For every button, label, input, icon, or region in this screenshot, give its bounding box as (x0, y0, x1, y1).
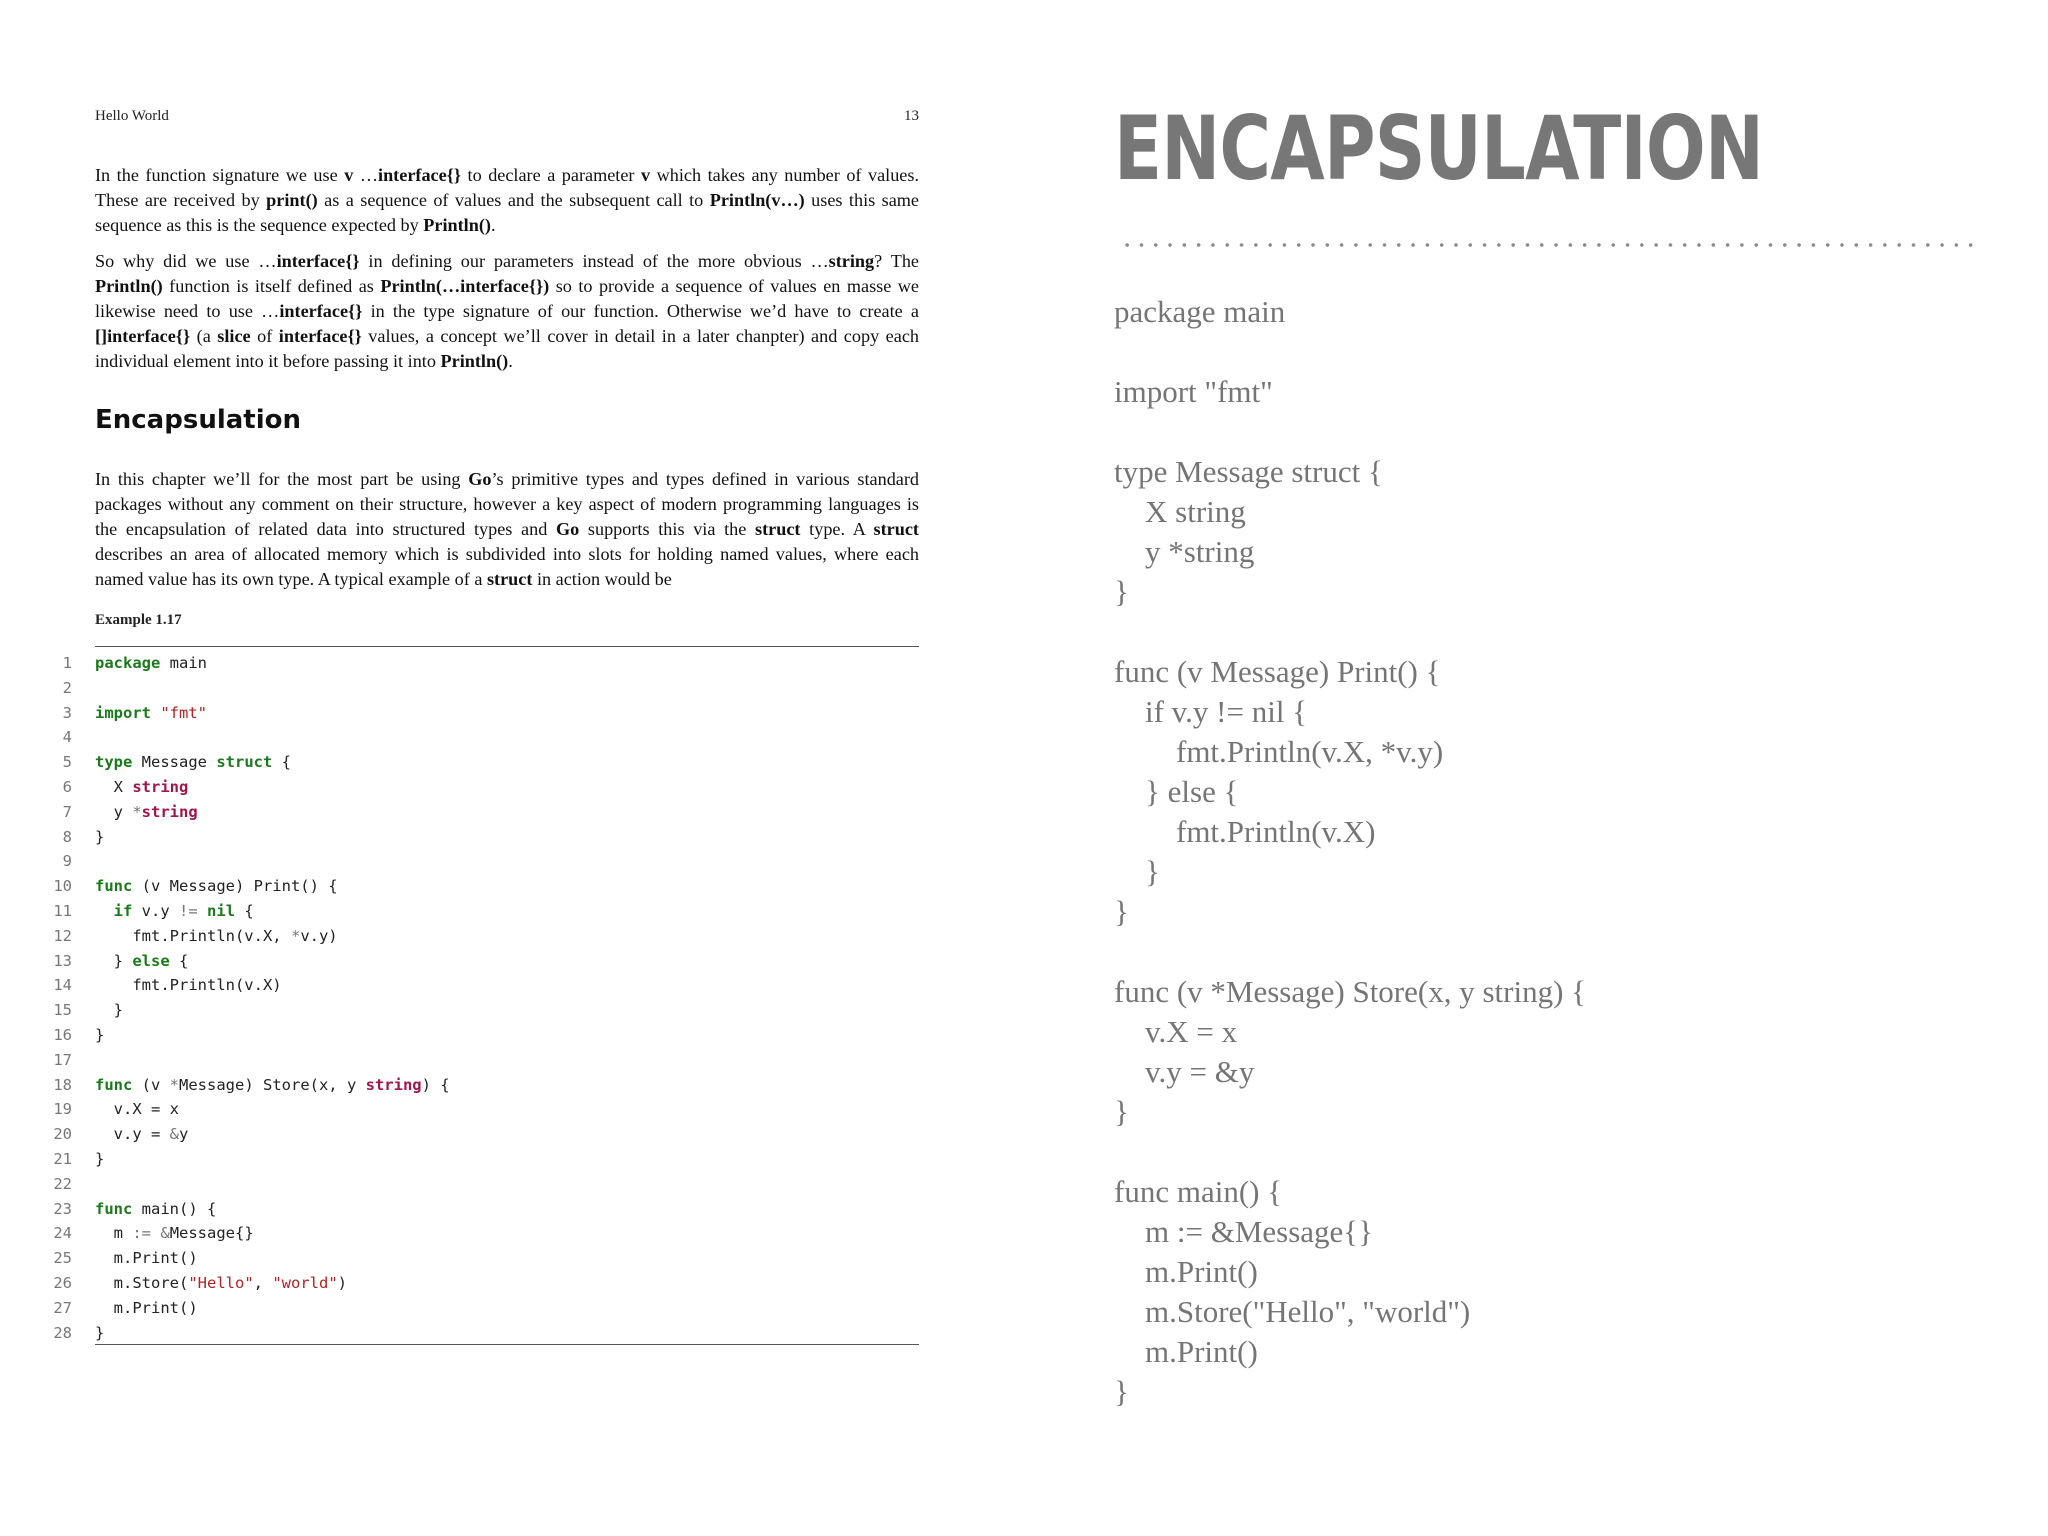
code-token: nil (207, 901, 236, 920)
text-run: ’s primitive types and types defined in various standard packages without any comment on their structure, however a key aspect of modern programming languages is the encapsulation of related data into structured types and (95, 469, 920, 539)
code-token: , (253, 1273, 273, 1292)
paragraph (95, 249, 919, 374)
line-number: 24 (53, 1224, 72, 1243)
code-line (40, 973, 920, 998)
code-line (40, 1147, 920, 1172)
code-token: y (95, 802, 133, 821)
code-text (95, 1147, 104, 1172)
code-line (40, 1172, 920, 1197)
line-number: 11 (53, 901, 72, 920)
code-token: func (95, 877, 133, 896)
bold-term: struct (873, 519, 919, 539)
slide-code-line: import "fmt" (1114, 374, 1273, 409)
slide-title: ENCAPSULATION (1114, 97, 1764, 200)
code-token: (v Message) Print() { (132, 877, 338, 896)
code-token: { (272, 753, 291, 772)
text-run: in the type signature of our function. Otherwise we’d have to create a (362, 301, 919, 321)
code-line (40, 701, 920, 726)
slide-code-line (1114, 932, 1994, 972)
line-number: 27 (53, 1298, 72, 1317)
text-run: in defining our parameters instead of the more obvious … (359, 251, 829, 271)
code-token: fmt.Println(v.X) (95, 976, 282, 995)
line-number: 18 (53, 1075, 72, 1094)
code-token: "world" (272, 1273, 338, 1292)
line-number: 3 (62, 703, 72, 722)
text-run: describes an area of allocated memory which is subdivided into slots for holding named values, where each named value has its own type. A typical example of a (95, 544, 919, 589)
code-token: } (95, 827, 105, 846)
code-token: string (141, 802, 198, 821)
page-number: 13 (904, 108, 919, 124)
code-line (40, 998, 920, 1023)
running-head-title: Hello World (95, 108, 169, 124)
line-number: 15 (53, 1001, 72, 1020)
line-number: 1 (62, 654, 72, 672)
code-token (151, 1224, 160, 1242)
code-line (40, 725, 920, 750)
code-line (40, 949, 920, 974)
code-line (40, 1073, 920, 1098)
code-text (95, 1321, 104, 1346)
code-line (40, 849, 920, 874)
code-text (95, 775, 188, 800)
code-token (151, 704, 160, 722)
code-line (40, 899, 920, 924)
text-run: So why did we use … (95, 251, 277, 271)
code-token: & (160, 1224, 170, 1243)
line-number: 16 (53, 1025, 72, 1044)
code-text (95, 1023, 104, 1048)
code-token: } (95, 1149, 105, 1168)
code-token: v.X = x (95, 1100, 179, 1119)
code-token: string (365, 1075, 422, 1094)
text-run: so to provide a sequence of values en masse we likewise need to use … (95, 276, 919, 321)
section-heading: Encapsulation (95, 405, 301, 435)
code-text (95, 1296, 198, 1321)
code-token: Message (132, 753, 217, 772)
code-text (95, 750, 291, 775)
code-text (95, 651, 207, 676)
slide-page (1024, 0, 2048, 1536)
slide-code-line: func (v *Message) Store(x, y string) { (1114, 974, 1587, 1009)
line-number: 14 (53, 976, 72, 995)
code-token: * (290, 926, 301, 945)
code-token: Message) Store(x, y (179, 1075, 366, 1094)
code-line (40, 1097, 920, 1122)
slide-code-line: if v.y != nil { (1114, 694, 1308, 729)
code-token: m (95, 1224, 133, 1243)
bold-term: interface{} (378, 165, 462, 185)
code-token: m.Store( (95, 1273, 189, 1292)
code-token: Message{} (169, 1224, 254, 1243)
slide-code-line: } else { (1114, 774, 1239, 809)
code-token: X (95, 777, 133, 796)
code-token: "Hello" (188, 1273, 254, 1292)
code-token: } (95, 1025, 105, 1044)
code-text (95, 874, 338, 899)
code-line (40, 1197, 920, 1222)
slide-code-line: package main (1114, 294, 1286, 329)
text-run: of (250, 326, 279, 346)
code-token: (v (132, 1075, 170, 1094)
text-run: In the function signature we use (95, 165, 345, 185)
code-line (40, 874, 920, 899)
slide-code-line: } (1114, 1374, 1129, 1409)
code-line (40, 676, 920, 701)
code-token: fmt.Println(v.X, (95, 926, 291, 945)
text-run: to declare a parameter (461, 165, 642, 185)
text-run: . (508, 351, 513, 371)
line-number: 20 (53, 1125, 72, 1144)
code-token: func (95, 1199, 133, 1218)
code-token: v.y (132, 901, 180, 920)
code-token: } (95, 1001, 123, 1020)
code-line (40, 1023, 920, 1048)
line-number: 9 (62, 852, 72, 871)
code-line (40, 1246, 920, 1271)
slide-code-line (1114, 412, 1994, 452)
slide-code-line: m.Print() (1114, 1334, 1258, 1369)
line-number: 13 (53, 951, 72, 970)
slide-code-line (1114, 332, 1994, 372)
code-token: { (235, 901, 254, 920)
line-number: 23 (53, 1199, 72, 1218)
code-text (95, 899, 254, 924)
text-run: uses this same sequence as this is the sequence expected by (95, 190, 920, 235)
bold-term: interface{} (276, 251, 360, 271)
slide-code-line: fmt.Println(v.X) (1114, 814, 1376, 849)
example-caption: Example 1.17 (95, 612, 182, 628)
slide-code-line: type Message struct { (1114, 454, 1383, 489)
code-line (40, 1321, 920, 1346)
line-number: 21 (53, 1149, 72, 1168)
code-text (95, 1271, 347, 1296)
slide-code-line: m.Store("Hello", "world") (1114, 1294, 1471, 1329)
slide-code-line: } (1114, 574, 1129, 609)
code-token: m.Print() (95, 1249, 198, 1268)
bold-term: struct (755, 519, 801, 539)
bold-term: v (344, 165, 354, 185)
line-number: 12 (53, 926, 72, 945)
slide-code-line: } (1114, 854, 1160, 889)
code-line (40, 1271, 920, 1296)
section-paragraphs (95, 467, 919, 603)
code-text (95, 1122, 188, 1147)
code-token: ) (337, 1273, 347, 1292)
code-token: else (132, 951, 170, 970)
text-run: as a sequence of values and the subsequent call to (317, 190, 710, 210)
bold-term: interface{} (278, 326, 362, 346)
paragraph (95, 163, 919, 238)
code-line (40, 750, 920, 775)
bold-term: []interface{} (95, 326, 191, 346)
code-token: v.y) (300, 926, 338, 945)
slide-code-line: m.Print() (1114, 1254, 1258, 1289)
code-line (40, 651, 920, 676)
code-text (95, 973, 282, 998)
text-run: type. A (800, 519, 874, 539)
slide-code-line: } (1114, 894, 1129, 929)
code-text (95, 1097, 179, 1122)
code-token: m.Print() (95, 1298, 198, 1317)
slide-code-line (1114, 1132, 1994, 1172)
slide-code-block (1114, 292, 1994, 1412)
line-number: 7 (62, 802, 72, 821)
line-number: 17 (53, 1050, 72, 1069)
code-token: "fmt" (160, 703, 208, 722)
bold-term: slice (217, 326, 251, 346)
slide-code-line: func main() { (1114, 1174, 1283, 1209)
line-number: 19 (53, 1100, 72, 1119)
code-text (95, 1073, 450, 1098)
slide-code-line (1114, 612, 1994, 652)
bold-term: struct (486, 569, 533, 589)
code-token: main() { (132, 1199, 217, 1218)
code-text (95, 701, 207, 726)
code-listing (40, 651, 920, 1345)
code-token: } (95, 951, 133, 970)
code-token: := (132, 1224, 151, 1243)
code-token: * (169, 1075, 179, 1094)
bold-term: interface{} (279, 301, 363, 321)
slide-code-line: v.y = &y (1114, 1054, 1255, 1089)
code-line (40, 1221, 920, 1246)
bold-term: Println() (440, 351, 509, 371)
code-text (95, 825, 104, 850)
code-token: ) { (421, 1075, 450, 1094)
text-run: values, a concept we’ll cover in detail in a later chanpter) and copy each individual element into it before passing it into (95, 326, 919, 371)
code-token: main (160, 654, 207, 672)
bold-term: Println() (95, 276, 163, 296)
text-run: ? The (874, 251, 919, 271)
code-line (40, 825, 920, 850)
line-number: 10 (53, 877, 72, 896)
code-line (40, 775, 920, 800)
slide-code-line: fmt.Println(v.X, *v.y) (1114, 734, 1444, 769)
code-text (95, 800, 198, 825)
slide-code-line: v.X = x (1114, 1014, 1238, 1049)
text-run: … (353, 165, 379, 185)
bold-term: Println() (423, 215, 491, 235)
code-line (40, 1296, 920, 1321)
slide-code-line: func (v Message) Print() { (1114, 654, 1441, 689)
text-run: which takes any number of values. These are received by (95, 165, 920, 210)
code-token: * (132, 802, 142, 821)
code-text (95, 949, 188, 974)
code-token: } (95, 1323, 105, 1342)
text-run: function is itself defined as (162, 276, 381, 296)
code-token (95, 902, 114, 920)
code-top-rule (95, 646, 919, 647)
slide-code-line: X string (1114, 494, 1246, 529)
line-number: 25 (53, 1249, 72, 1268)
intro-paragraphs (95, 163, 919, 385)
code-text (95, 1197, 216, 1222)
bold-term: v (641, 165, 651, 185)
code-token: y (179, 1125, 189, 1144)
text-run: . (490, 215, 496, 235)
code-token: func (95, 1075, 133, 1094)
bold-term: Println(v…) (709, 190, 805, 210)
code-line (40, 924, 920, 949)
text-run: (a (190, 326, 218, 346)
code-text (95, 1246, 198, 1271)
code-token: & (169, 1125, 179, 1144)
code-text (95, 998, 123, 1023)
slide-code-line: } (1114, 1094, 1129, 1129)
code-token: if (113, 901, 133, 920)
line-number: 5 (62, 753, 72, 772)
bold-term: Go (468, 469, 492, 489)
code-token: package (95, 654, 161, 672)
code-token (198, 902, 207, 920)
code-line (40, 1048, 920, 1073)
code-token: != (179, 901, 198, 920)
line-number: 28 (53, 1323, 72, 1342)
line-number: 2 (62, 678, 72, 697)
code-token: v.y = (95, 1125, 170, 1144)
line-number: 4 (62, 728, 72, 747)
line-number: 6 (62, 777, 72, 796)
code-text (95, 1221, 254, 1246)
code-token: struct (216, 753, 273, 772)
code-bottom-rule (95, 1344, 919, 1345)
paragraph (95, 467, 919, 592)
line-number: 26 (53, 1273, 72, 1292)
text-run: supports this via the (579, 519, 756, 539)
bold-term: string (828, 251, 875, 271)
text-run: in action would be (532, 569, 672, 589)
slide-code-line: y *string (1114, 534, 1255, 569)
bold-term: print() (266, 190, 318, 210)
line-number: 8 (62, 827, 72, 846)
code-token: { (169, 951, 189, 970)
code-token: string (132, 777, 189, 796)
dotted-divider (1120, 243, 1980, 247)
slide-code-line: m := &Message{} (1114, 1214, 1374, 1249)
code-line (40, 1122, 920, 1147)
text-run: In this chapter we’ll for the most part be using (95, 469, 469, 489)
bold-term: Go (555, 519, 580, 539)
code-token: import (95, 703, 151, 722)
code-line (40, 800, 920, 825)
bold-term: Println(…interface{}) (380, 276, 550, 296)
line-number: 22 (53, 1174, 72, 1193)
code-token: type (95, 753, 133, 772)
code-text (95, 924, 338, 949)
running-head (95, 108, 919, 128)
